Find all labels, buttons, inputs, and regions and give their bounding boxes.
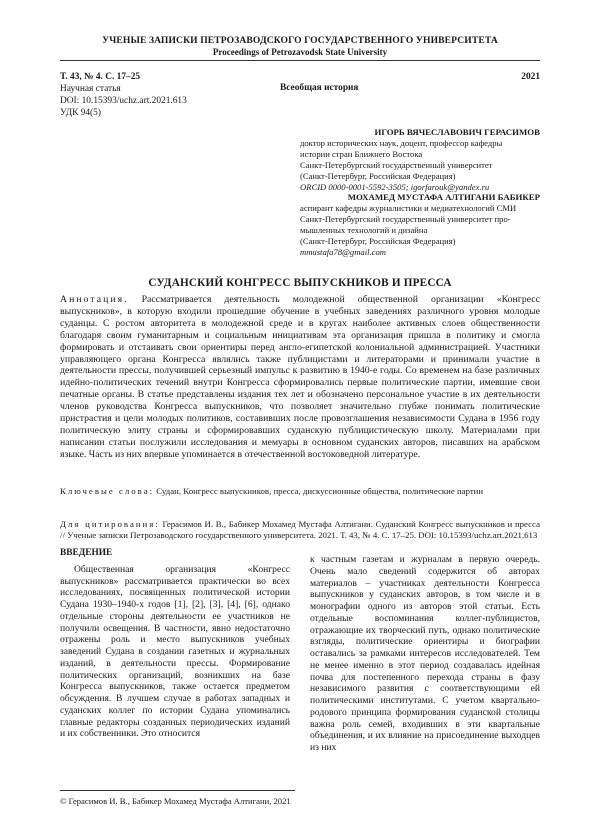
abstract-label: Аннотация. — [60, 294, 129, 305]
citation — [60, 519, 540, 541]
doi[interactable]: DOI: 10.15393/uchz.art.2021.613 — [60, 96, 187, 106]
author-2 — [300, 192, 540, 257]
author-contact[interactable]: mmustafa78@gmail.com — [300, 246, 386, 257]
body-paragraph: к частным газетам и журналам в первую очередь. Очень мало сведений содержится об авторах материалов – участниках деятельности Конгресса выпускников у суданских авторов, в том числе и в монографии одного из авторов этой статьи. Есть отдельные воспоминания коллег-публицистов, отражающие их творческий путь, однако политические взгляды, политические ориентиры и биографии оставались за рамками интересов исследователей. Тем не менее именно в этот период создавалась идейная почва для постепенного перехода страны в фазу независимого развития с соответствующими ей политическими институтами. С учетом квартально-родового принципа формирования суданской столицы важна роль семей, входивших в эти квартальные объединения, и их влияние на присоединение выходцев из них — [310, 554, 540, 753]
abstract-text: Рассматривается деятельность молодежной общественной организации «Конгресс выпускников», в которую входили прошедшие обучение в учебных заведениях различного уровня молодые суданцы. С ростом авторитета в молодежной среде и в кругах наиболее активных слоев общественности благодаря своим гуманитарным и социальным инициативам эта организация пришла в политику и смогла формировать и отстаивать свои ориентиры перед англо-египетской колониальной администрацией. Участники управляющего органа Конгресса являлись также публицистами и литераторами и принимали участие в деятельности прессы, получившей серьезный импульс к развитию в 1940-е годы. Со временем на базе различных идейно-политических течений внутри Конгресса сформировались первые политические партии, имевшие свои печатные органы. В статье представлены издания тех лет и обозначено персональное участие в их деятельности членов руководства Конгресса выпускников, что позволяет значительно глубже понимать политические пристрастия и цели молодых политиков, составивших после провозглашения независимости Судана в 1956 году политическую элиту страны и сформировавших суданскую публицистическую школу. Материалами при написании статьи послужили исследования и мемуары в основном суданских авторов, писавших на арабском языке. Часть из них впервые упоминается в отечественной востоковедной литературе. — [60, 294, 541, 460]
article-title: СУДАНСКИЙ КОНГРЕСС ВЫПУСКНИКОВ И ПРЕССА — [148, 277, 452, 289]
author-1 — [300, 127, 540, 192]
author-name: ИГОРЬ ВЯЧЕСЛАВОВИЧ ГЕРАСИМОВ — [374, 127, 540, 137]
author-affiliation: Санкт-Петербургский государственный университет — [300, 159, 493, 170]
author-affiliation: Санкт-Петербургский государственный университет про- — [300, 213, 511, 224]
volume-pages: Т. 43, № 4. С. 17–25 — [60, 72, 141, 82]
keywords-text: Судан, Конгресс выпускников, пресса, дискуссионные общества, политические партии — [156, 486, 484, 496]
section-name: Всеобщая история — [280, 83, 359, 93]
body-paragraph: Общественная организация «Конгресс выпускников» рассматривается практически во всех исследованиях, посвященных политической истории Судана 1930–1940-х годов [1], [2], [3], [4], [6], однако отдельные стороны деятельности ее участников не получили освещения. В частности, явно недостаточно отражены роль и место выпускников учебных заведений Судана в создании газетных и журнальных изданий, в деятельности прессы. Формирование политических организаций, возникших на базе Конгресса выпускников, также остается предметом обсуждения. В лучшем случае в работах западных и суданских коллег по истории Судана упоминались главные редакторы созданных периодических изданий и их собственники. Это относится — [60, 563, 290, 740]
author-affiliation: мышленных технологий и дизайна — [300, 224, 428, 235]
author-affiliation: доктор исторических наук, доцент, профессор кафедры — [300, 137, 503, 148]
citation-label: Для цитирования: — [60, 519, 160, 529]
author-contact[interactable]: ORCID 0000-0001-5592-3505; igorfarouk@yandex.ru — [300, 181, 490, 192]
body-column-right — [310, 554, 540, 754]
author-name: МОХАМЕД МУСТАФА АЛТИГАНИ БАБИКЕР — [347, 192, 540, 202]
article-type: Научная статья — [60, 84, 121, 94]
body-column-left — [60, 548, 290, 740]
copyright: © Герасимов И. В., Бабикер Мохамед Мустафа Алтигани, 2021 — [60, 796, 291, 806]
author-affiliation: (Санкт-Петербург, Российская Федерация) — [300, 170, 456, 181]
abstract — [60, 294, 540, 461]
journal-title-ru: УЧЕНЫЕ ЗАПИСКИ ПЕТРОЗАВОДСКОГО ГОСУДАРСТВЕННОГО УНИВЕРСИТЕТА — [102, 35, 498, 46]
author-affiliation: истории стран Ближнего Востока — [300, 148, 423, 159]
footer-divider — [60, 790, 295, 791]
keywords — [60, 486, 540, 497]
header-divider — [60, 60, 540, 61]
year: 2021 — [521, 72, 540, 82]
keywords-label: Ключевые слова: — [60, 486, 155, 496]
author-affiliation: (Санкт-Петербург, Российская Федерация) — [300, 235, 456, 246]
journal-title-en: Proceedings of Petrozavodsk State University — [212, 47, 388, 57]
section-heading: ВВЕДЕНИЕ — [60, 548, 113, 558]
citation-text: Герасимов И. В., Бабикер Мохамед Мустафа Алтигани. Суданский Конгресс выпускников и пресса // Ученые записки Петрозаводского государственного университета. 2021. Т. 43, № 4. С. 17–25. DOI: 10.15393/uchz.art.2021.613 — [60, 519, 541, 540]
udk: УДК 94(5) — [60, 108, 101, 118]
article-meta — [60, 71, 187, 119]
author-affiliation: аспирант кафедры журналистики и медиатехнологий СМИ — [300, 202, 517, 213]
